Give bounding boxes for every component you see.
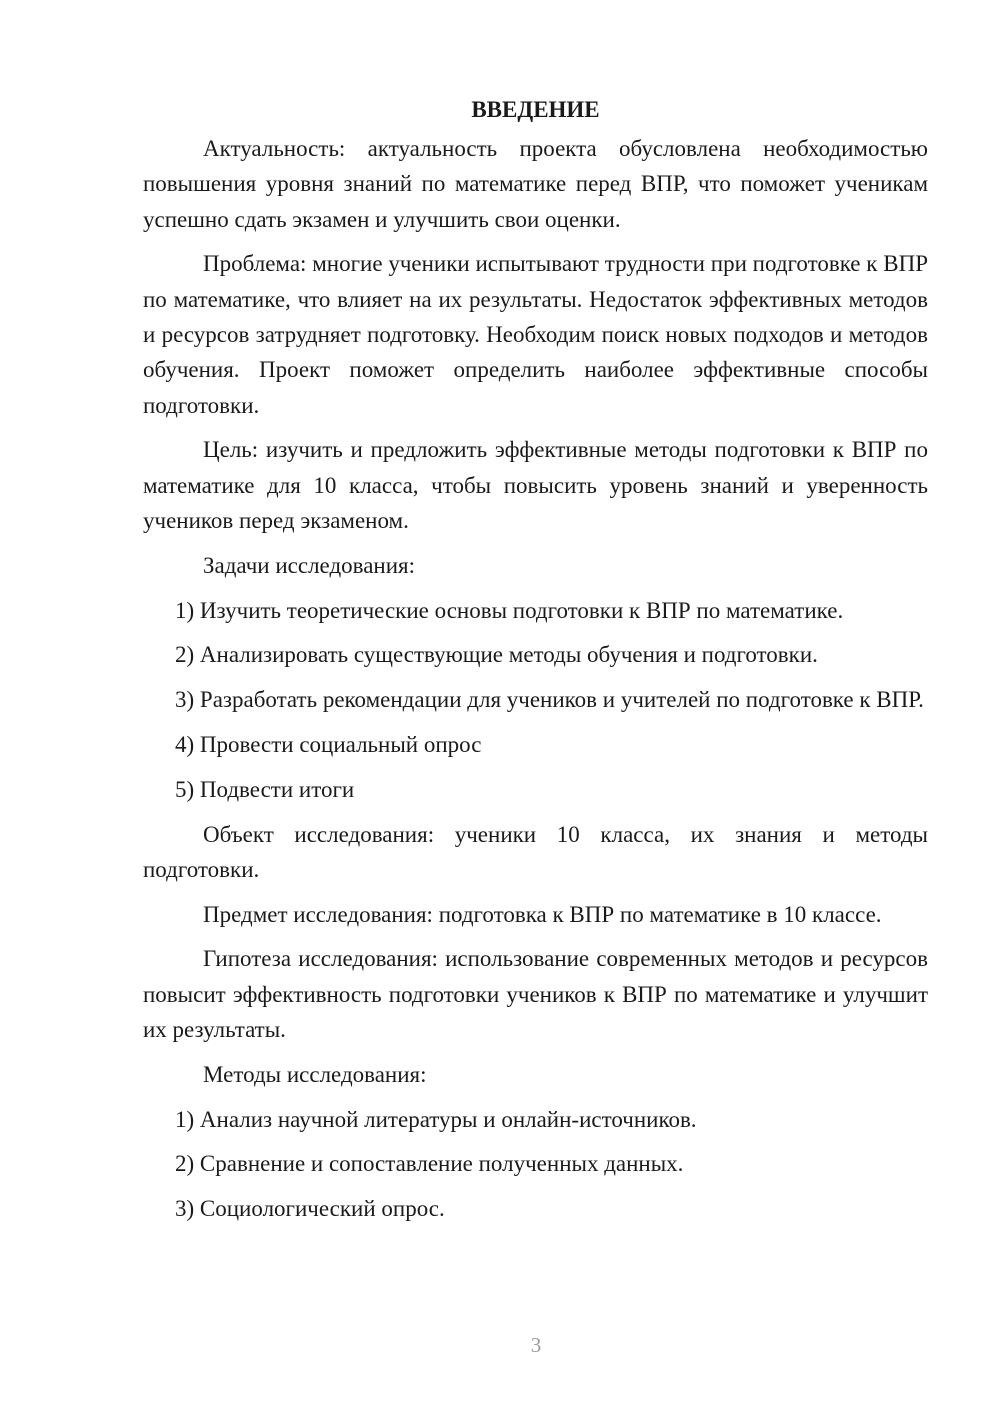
method-item-2: 2) Сравнение и сопоставление полученных данных. [175,1151,684,1177]
task-item-3: 3) Разработать рекомендации для учеников и учителей по подготовке к ВПР. [175,687,924,713]
task-item-4: 4) Провести социальный опрос [175,731,482,757]
section-title: ВВЕДЕНИЕ [471,97,600,122]
document-page [143,92,928,1236]
problem-paragraph: Проблема: многие ученики испытывают трудности при подготовке к ВПР по математике, что влияет на их результаты. Недостаток эффективных методов и ресурсов затрудняет подготовку. Необходим поиск новых подходов и методов обучения. Проект поможет определить наиболее эффективные способы подготовки. [143,251,928,418]
task-item-2: 2) Анализировать существующие методы обучения и подготовки. [175,642,818,668]
relevance-paragraph: Актуальность: актуальность проекта обусловлена необходимостью повышения уровня знаний по математике перед ВПР, что поможет ученикам успешно сдать экзамен и улучшить свои оценки. [143,136,928,232]
task-item-5: 5) Подвести итоги [175,776,355,802]
hypothesis-paragraph: Гипотеза исследования: использование современных методов и ресурсов повысит эффективность подготовки учеников к ВПР по математике и улучшит их результаты. [143,946,928,1043]
method-item-1: 1) Анализ научной литературы и онлайн-источников. [175,1106,697,1132]
method-item-3: 3) Социологический опрос. [175,1196,445,1222]
tasks-heading: Задачи исследования: [203,552,416,578]
subject-paragraph: Предмет исследования: подготовка к ВПР по математике в 10 классе. [203,901,882,927]
goal-paragraph: Цель: изучить и предложить эффективные методы подготовки к ВПР по математике для 10 класса, чтобы повысить уровень знаний и уверенность учеников перед экзаменом. [143,437,928,533]
task-item-1: 1) Изучить теоретические основы подготовки к ВПР по математике. [175,597,844,623]
methods-heading: Методы исследования: [203,1061,427,1087]
page-number: 3 [530,1333,542,1357]
object-paragraph: Объект исследования: ученики 10 класса, их знания и методы подготовки. [143,821,928,882]
